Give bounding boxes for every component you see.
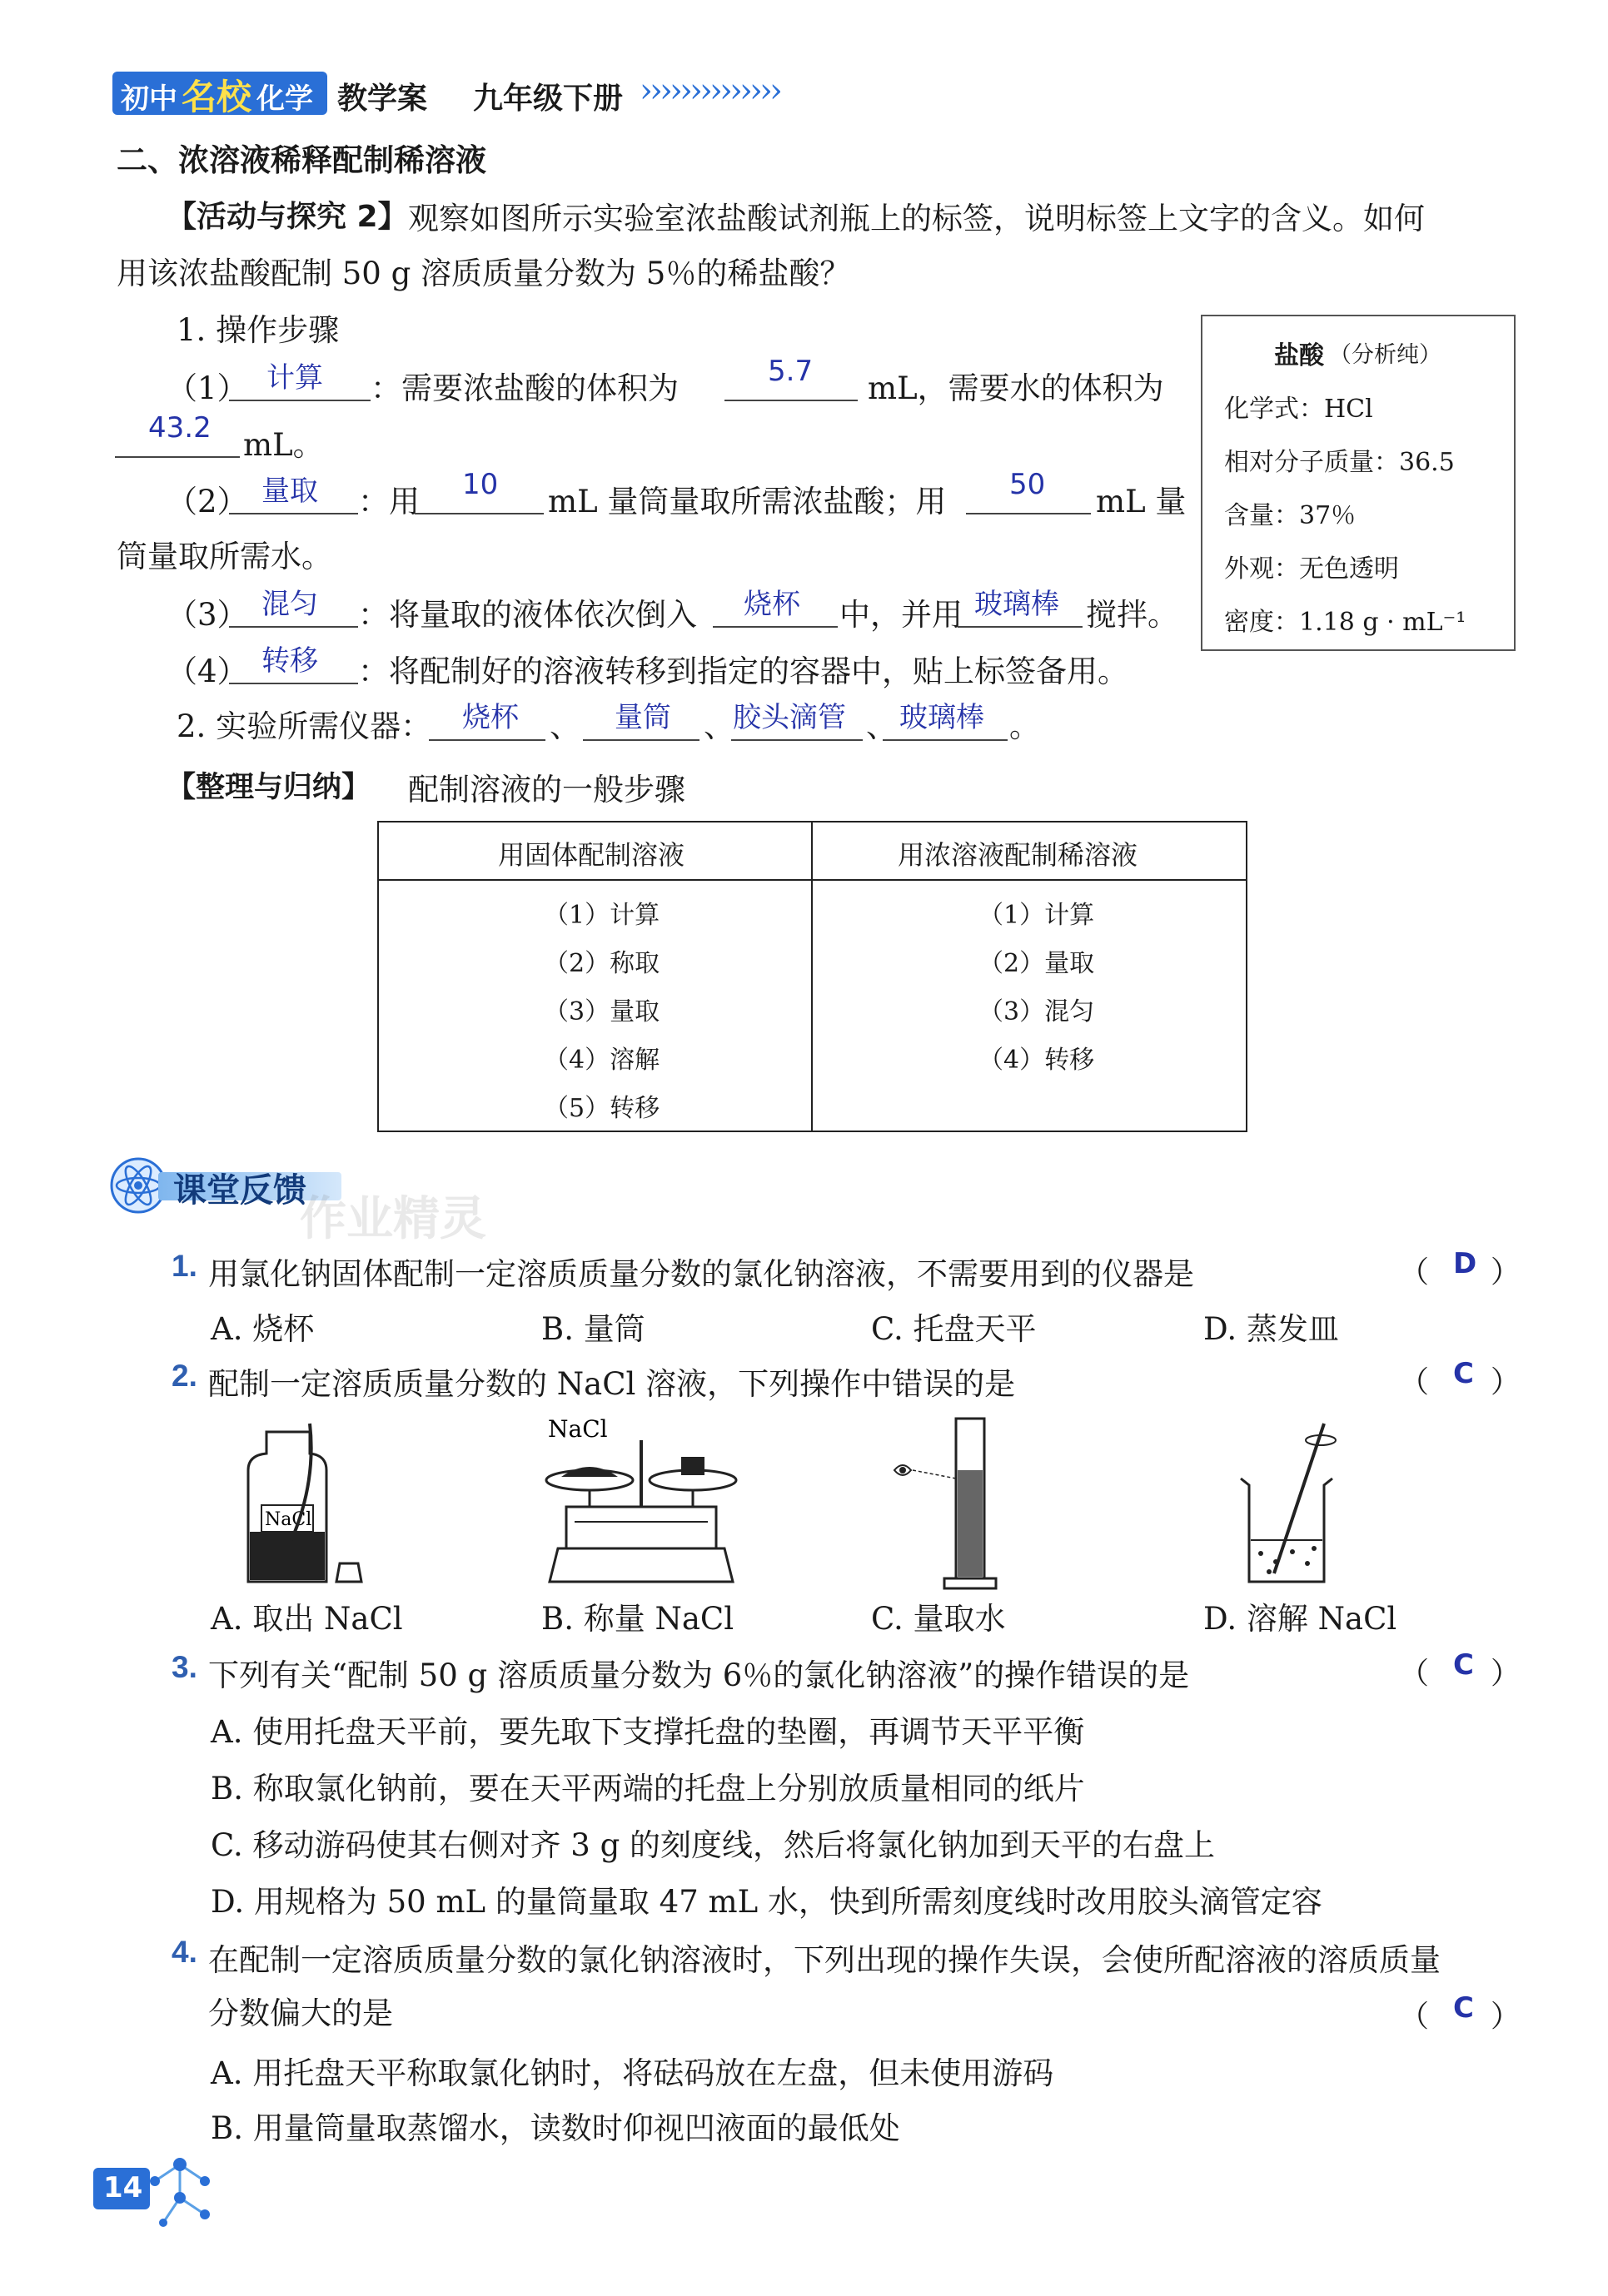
- step2-text-d: 筒量取所需水。: [117, 539, 332, 574]
- instrument-end: 。: [1009, 708, 1040, 744]
- step1-prefix: （1）: [167, 370, 248, 406]
- reagent-label-line: 相对分子质量：36.5: [1224, 448, 1455, 477]
- q1-paren-open: （: [1399, 1255, 1430, 1290]
- step4-text-a: ：将配制好的溶液转移到指定的容器中，贴上标签备用。: [358, 654, 1128, 689]
- steps-heading: 1. 操作步骤: [177, 312, 340, 348]
- brand-huaxue: 化学: [256, 82, 313, 116]
- q1-option: D. 蒸发皿: [1203, 1311, 1339, 1347]
- q2-text: 配制一定溶质质量分数的 NaCl 溶液，下列操作中错误的是: [208, 1366, 1016, 1402]
- q3-answer: C: [1453, 1648, 1474, 1682]
- instruments-label: 2. 实验所需仪器：: [177, 708, 432, 744]
- q2-answer: C: [1453, 1357, 1474, 1390]
- q1-option: B. 量筒: [541, 1311, 645, 1347]
- instrument-answer-1: 烧杯: [462, 701, 519, 734]
- q2-option: D. 溶解 NaCl: [1203, 1601, 1397, 1637]
- step4-answer-a: 转移: [261, 644, 318, 678]
- activity-text-line2: 用该浓盐酸配制 50 g 溶质质量分数为 5％的稀盐酸？: [117, 256, 851, 291]
- q4-number: 4.: [172, 1935, 197, 1969]
- header-arrows: ››››››››››››››: [640, 72, 779, 110]
- step4-prefix: （4）: [167, 654, 248, 689]
- q4-option: A. 用托盘天平称取氯化钠时，将砝码放在左盘，但未使用游码: [211, 2055, 1054, 2091]
- q2-option: C. 量取水: [871, 1601, 1006, 1637]
- step3-text-a: ：将量取的液体依次倒入: [358, 597, 697, 633]
- step1-blank-b: [724, 400, 858, 401]
- activity-text-line1: 观察如图所示实验室浓盐酸试剂瓶上的标签，说明标签上文字的含义。如何: [408, 201, 1425, 236]
- q4-text-line1: 在配制一定溶质质量分数的氯化钠溶液时，下列出现的操作失误，会使所配溶液的溶质质量: [208, 1942, 1441, 1978]
- table-cell-solid: （1）计算: [544, 901, 660, 930]
- q1-option: C. 托盘天平: [871, 1311, 1037, 1347]
- step2-blank-c: [966, 513, 1091, 514]
- q3-paren-open: （: [1399, 1657, 1430, 1691]
- section-title: 二、浓溶液稀释配制稀溶液: [117, 142, 486, 178]
- step3-blank-b: [713, 626, 838, 628]
- step3-text-b: 中，并用: [839, 597, 963, 633]
- reagent-label-title: 盐酸: [1274, 341, 1324, 370]
- instrument-answer-2: 量筒: [615, 701, 671, 734]
- step2-answer-a: 量取: [261, 475, 318, 508]
- reagent-label-line: 外观：无色透明: [1224, 554, 1399, 584]
- step1-blank-c: [115, 456, 240, 458]
- step1-answer-c: 43.2: [148, 411, 212, 445]
- instrument-blank-3: [731, 739, 863, 741]
- reagent-label-title-note: （分析纯）: [1329, 342, 1441, 368]
- q3-option: B. 称取氯化钠前，要在天平两端的托盘上分别放质量相同的纸片: [211, 1771, 1085, 1806]
- step4-blank-a: [229, 683, 358, 684]
- step2-answer-c: 50: [1009, 468, 1046, 501]
- table-cell-dilute: （1）计算: [978, 901, 1095, 930]
- table-cell-dilute: （2）量取: [978, 949, 1095, 978]
- q3-option: C. 移动游码使其右侧对齐 3 g 的刻度线，然后将氯化钠加到天平的右盘上: [211, 1827, 1216, 1863]
- brand-mingxiao: 名校: [182, 77, 252, 117]
- q2-paren-open: （: [1399, 1365, 1430, 1399]
- q1-option: A. 烧杯: [211, 1311, 315, 1347]
- table-cell-solid: （5）转移: [544, 1094, 660, 1123]
- summary-label: 【整理与归纳】: [167, 771, 371, 804]
- table-cell-dilute: （4）转移: [978, 1046, 1095, 1075]
- q4-text-line2: 分数偏大的是: [208, 1995, 393, 2031]
- q3-number: 3.: [172, 1650, 197, 1684]
- instrument-answer-4: 玻璃棒: [899, 701, 984, 734]
- page-number: 14: [103, 2171, 143, 2204]
- q2-option: A. 取出 NaCl: [211, 1601, 403, 1637]
- step3-blank-c: [958, 626, 1083, 628]
- summary-text: 配制溶液的一般步骤: [408, 772, 685, 808]
- step2-text-a: ：用: [358, 484, 420, 519]
- step3-prefix: （3）: [167, 597, 248, 633]
- reagent-label-line: 密度：1.18 g · mL⁻¹: [1224, 608, 1466, 637]
- q2-paren-close: ）: [1491, 1365, 1521, 1399]
- table-header-dilute: 用浓溶液配制稀溶液: [898, 839, 1138, 871]
- table-cell-dilute: （3）混匀: [978, 997, 1095, 1026]
- watermark: 作业精灵: [300, 1192, 486, 1246]
- step1-text-b: mL，需要水的体积为: [868, 370, 1164, 406]
- step1-answer-a: 计算: [266, 361, 323, 395]
- instrument-answer-3: 胶头滴管: [733, 701, 846, 734]
- table-cell-solid: （4）溶解: [544, 1046, 660, 1075]
- table-col-divider: [811, 821, 813, 1132]
- table-cell-solid: （2）称取: [544, 949, 660, 978]
- q3-option: D. 用规格为 50 mL 的量筒量取 47 mL 水，快到所需刻度线时改用胶头滴管定容: [211, 1884, 1322, 1920]
- table-header-solid: 用固体配制溶液: [498, 839, 685, 871]
- q2-number: 2.: [172, 1359, 197, 1393]
- instrument-sep-2: 、: [704, 708, 734, 744]
- step3-answer-c: 玻璃棒: [974, 588, 1059, 621]
- table-header-divider: [377, 879, 1247, 881]
- q3-text: 下列有关“配制 50 g 溶质质量分数为 6％的氯化钠溶液”的操作错误的是: [208, 1657, 1190, 1693]
- step1-text-c: mL。: [243, 427, 324, 463]
- brand-chuzhong: 初中: [121, 82, 177, 116]
- figure-balance-label: NaCl: [548, 1415, 608, 1443]
- q1-number: 1.: [172, 1249, 197, 1283]
- step1-blank-a: [229, 400, 371, 401]
- step1-answer-b: 5.7: [768, 355, 814, 388]
- step3-blank-a: [229, 626, 358, 628]
- step3-text-c: 搅拌。: [1086, 597, 1178, 633]
- figure-measure-water: [883, 1415, 1024, 1598]
- instrument-sep-1: 、: [550, 708, 580, 744]
- table-cell-solid: （3）量取: [544, 997, 660, 1026]
- q1-answer: D: [1453, 1247, 1477, 1280]
- figure-take-nacl: [233, 1415, 383, 1598]
- step2-blank-a: [229, 513, 358, 514]
- q4-option: B. 用量筒量取蒸馏水，读数时仰视凹液面的最低处: [211, 2110, 900, 2146]
- reagent-label-line: 化学式：HCl: [1224, 395, 1373, 424]
- q2-option: B. 称量 NaCl: [541, 1601, 734, 1637]
- reagent-label-line: 含量：37％: [1224, 501, 1357, 530]
- step2-text-b: mL 量筒量取所需浓盐酸；用: [548, 484, 947, 519]
- header-title: 教学案: [337, 82, 428, 116]
- instrument-blank-1: [429, 739, 545, 741]
- q4-answer: C: [1453, 1991, 1474, 2025]
- instrument-blank-4: [883, 739, 1008, 741]
- step3-answer-a: 混匀: [261, 588, 318, 621]
- activity-label: 【活动与探究 2】: [167, 200, 408, 234]
- figure-dissolve-nacl: [1232, 1415, 1374, 1598]
- figure-bottle-label: NaCl: [265, 1509, 312, 1530]
- instrument-sep-3: 、: [866, 708, 897, 744]
- q3-option: A. 使用托盘天平前，要先取下支撑托盘的垫圈，再调节天平平衡: [211, 1714, 1085, 1750]
- header-grade: 九年级下册: [473, 82, 624, 116]
- q4-paren-close: ）: [1491, 2000, 1521, 2034]
- step1-text-a: ：需要浓盐酸的体积为: [371, 370, 679, 406]
- molecule-icon: [147, 2148, 222, 2239]
- step2-prefix: （2）: [167, 484, 248, 519]
- step3-answer-b: 烧杯: [744, 588, 800, 621]
- q3-paren-close: ）: [1491, 1657, 1521, 1691]
- q4-paren-open: （: [1399, 2000, 1430, 2034]
- step2-blank-b: [415, 513, 544, 514]
- feedback-title: 课堂反馈: [173, 1171, 306, 1210]
- q1-paren-close: ）: [1491, 1255, 1521, 1290]
- q1-text: 用氯化钠固体配制一定溶质质量分数的氯化钠溶液，不需要用到的仪器是: [208, 1256, 1194, 1292]
- step2-text-c: mL 量: [1096, 484, 1187, 519]
- figure-weigh-nacl: [541, 1415, 741, 1598]
- instrument-blank-2: [583, 739, 699, 741]
- step2-answer-b: 10: [462, 468, 499, 501]
